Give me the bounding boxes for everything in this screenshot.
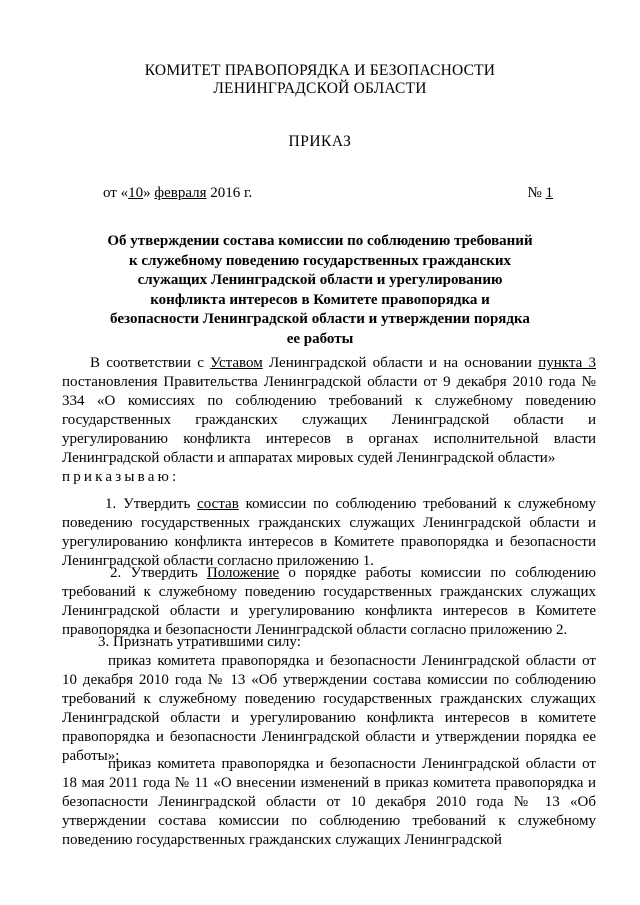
item-1-prefix: 1. Утвердить xyxy=(105,496,198,512)
item-3-subparagraph-2: приказ комитета правопорядка и безопасности Ленинградской области от 18 мая 2011 года № 11 «О внесении изменений в приказ комитета правопорядка и безопасности Ленинградской области от 10 декабря 2010 года № 13 «Об утверждении состава комиссии по соблюдению требований к служебному поведению государственных гражданских служащих Ленинградской xyxy=(62,756,596,848)
organization-name-line-2: ЛЕНИНГРАДСКОЙ ОБЛАСТИ xyxy=(213,80,427,97)
intro-text-3: постановления Правительства Ленинградской области от 9 декабря 2010 года № 334 «О комиссиях по соблюдению требований к служебному поведению государственных гражданских служащих Ленинградской области и урегулированию конфликта интересов в органах исполнительной власти Ленинградской области и аппаратах мировых судей Ленинградской области» xyxy=(62,374,596,466)
clause-3-link[interactable]: пункта 3 xyxy=(538,355,596,371)
document-number xyxy=(527,184,553,203)
item-1-paragraph xyxy=(62,495,596,571)
item-3-subparagraph-1: приказ комитета правопорядка и безопасности Ленинградской области от 10 декабря 2010 года № 13 «Об утверждении состава комиссии по соблюдению требований к служебному поведению государственных гражданских служащих Ленинградской области и урегулированию конфликта интересов в комитете правопорядка и безопасности Ленинградской области и утверждении порядка ее работы»; xyxy=(62,653,596,764)
intro-text-1: В соответствии с xyxy=(90,355,211,371)
item-2-paragraph xyxy=(62,564,596,640)
document-type: ПРИКАЗ xyxy=(288,133,352,150)
document-subject: Об утверждении состава комиссии по соблюдению требований к служебному поведению государственных гражданских служащих Ленинградской области и урегулированию конфликта интересов в Комитете правопорядка и безопасности Ленинградской области и утверждении порядка ее работы xyxy=(107,233,533,347)
organization-name-line-1: КОМИТЕТ ПРАВОПОРЯДКА И БЕЗОПАСНОСТИ xyxy=(144,62,496,79)
number-value: 1 xyxy=(545,185,553,201)
intro-text-2: Ленинградской области и на основании xyxy=(262,355,539,371)
date-suffix: 2016 г. xyxy=(206,185,253,201)
charter-link[interactable]: Уставом xyxy=(210,355,263,371)
item-2-text: о порядке работы комиссии по соблюдению требований к служебному поведению государственных гражданских служащих Ленинградской области и урегулированию конфликта интересов в Комитете правопорядка и безопасности Ленинградской области согласно приложению 2. xyxy=(62,565,596,638)
number-prefix: № xyxy=(527,185,546,201)
date-day: 10 xyxy=(128,185,144,201)
date-month: февраля xyxy=(154,185,207,201)
composition-link[interactable]: состав xyxy=(197,496,239,512)
item-2-prefix: 2. Утвердить xyxy=(110,565,207,581)
intro-paragraph xyxy=(62,354,596,487)
document-date xyxy=(103,184,252,203)
date-mid: » xyxy=(143,185,155,201)
item-1-text: комиссии по соблюдению требований к служебному поведению государственных гражданских служащих Ленинградской области и урегулированию конфликта интересов в Комитете правопорядка и безопасности Ленинградской области согласно приложению 1. xyxy=(62,496,596,569)
item-3-paragraph: 3. Признать утратившими силу: xyxy=(98,634,301,650)
order-word: приказываю: xyxy=(62,469,180,485)
date-prefix: от « xyxy=(103,185,129,201)
regulation-link[interactable]: Положение xyxy=(206,565,280,581)
